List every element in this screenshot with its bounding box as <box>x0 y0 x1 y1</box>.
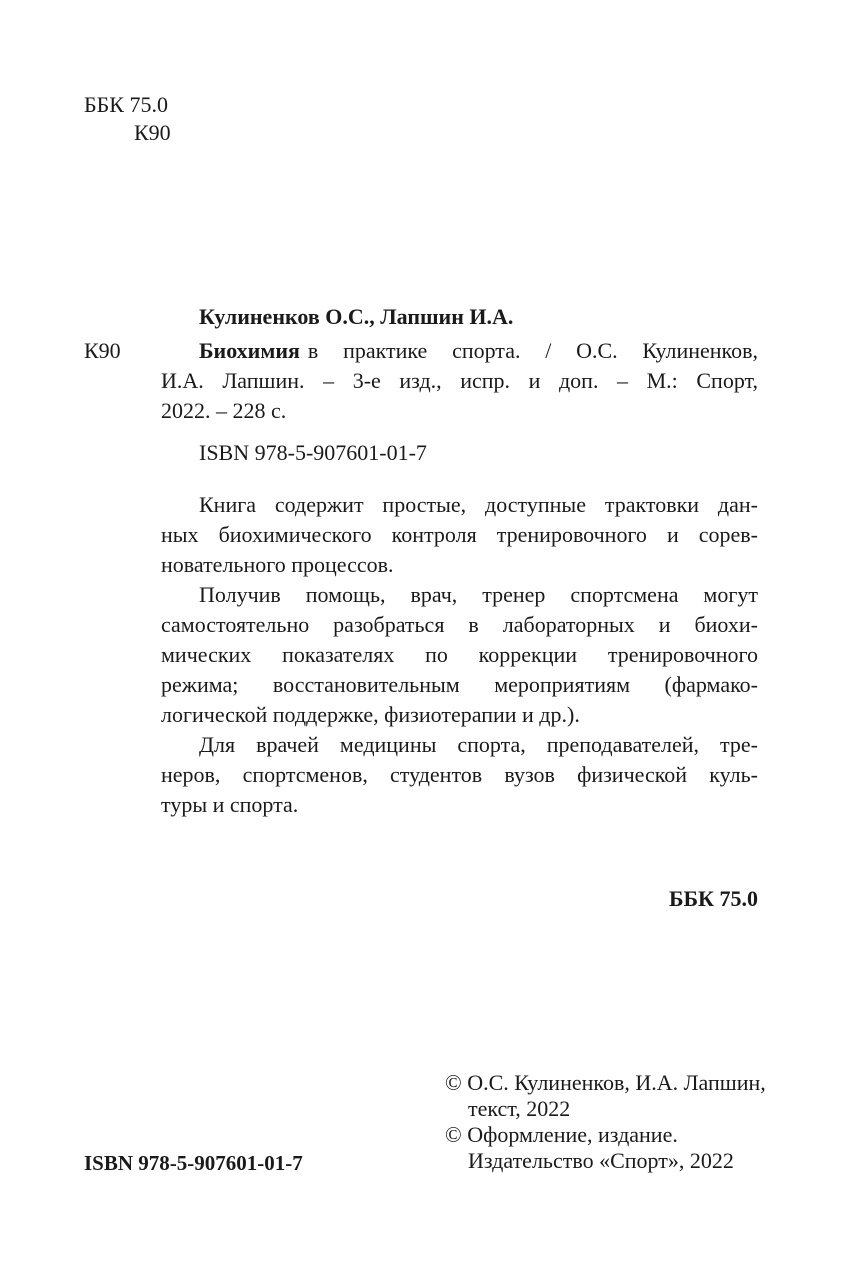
record-line-2: И.А. Лапшин. – 3-е изд., испр. и доп. – М.: Спорт, <box>161 368 758 393</box>
author-mark-record: К90 <box>84 338 121 363</box>
book-title: Биохимия <box>199 338 300 363</box>
isbn-bottom: ISBN 978-5-907601-01-7 <box>84 1151 303 1175</box>
copyright-authors: © О.С. Кулиненков, И.А. Лапшин, <box>445 1070 766 1095</box>
record-line-3: 2022. – 228 с. <box>161 398 287 423</box>
title-line <box>199 338 758 364</box>
annotation-p3-line2: неров, спортсменов, студентов вузов физической куль- <box>161 762 758 787</box>
annotation-p3-line3: туры и спорта. <box>161 792 299 817</box>
annotation-p2-line1: Получив помощь, врач, тренер спортсмена могут <box>199 582 758 607</box>
title-rest: в практике спорта. / О.С. Кулиненков, <box>307 338 758 363</box>
copyright-text-year: текст, 2022 <box>468 1096 571 1121</box>
bbk-code-bottom: ББК 75.0 <box>668 886 758 911</box>
annotation-p1-line2: ных биохимического контроля тренировочного и сорев- <box>161 522 758 547</box>
copyright-design: © Оформление, издание. <box>445 1122 678 1147</box>
bbk-code-top: ББК 75.0 <box>84 92 168 117</box>
annotation-p2-line3: мических показателях по коррекции тренировочного <box>161 642 758 667</box>
annotation-p2-line4: режима; восстановительным мероприятиям (фармако- <box>161 672 758 697</box>
annotation-p3-line1: Для врачей медицины спорта, преподавателей, тре- <box>199 732 758 757</box>
annotation-p1-line1: Книга содержит простые, доступные трактовки дан- <box>199 492 758 517</box>
authors-heading: Кулиненков О.С., Лапшин И.А. <box>199 304 514 329</box>
copyright-publisher: Издательство «Спорт», 2022 <box>468 1148 734 1173</box>
isbn-record: ISBN 978-5-907601-01-7 <box>199 440 427 465</box>
annotation-p2-line2: самостоятельно разобраться в лабораторных и биохи- <box>161 612 758 637</box>
annotation-p2-line5: логической поддержке, физиотерапии и др.). <box>161 702 580 727</box>
author-mark-top: К90 <box>134 120 171 145</box>
annotation-p1-line3: новательного процессов. <box>161 552 394 577</box>
